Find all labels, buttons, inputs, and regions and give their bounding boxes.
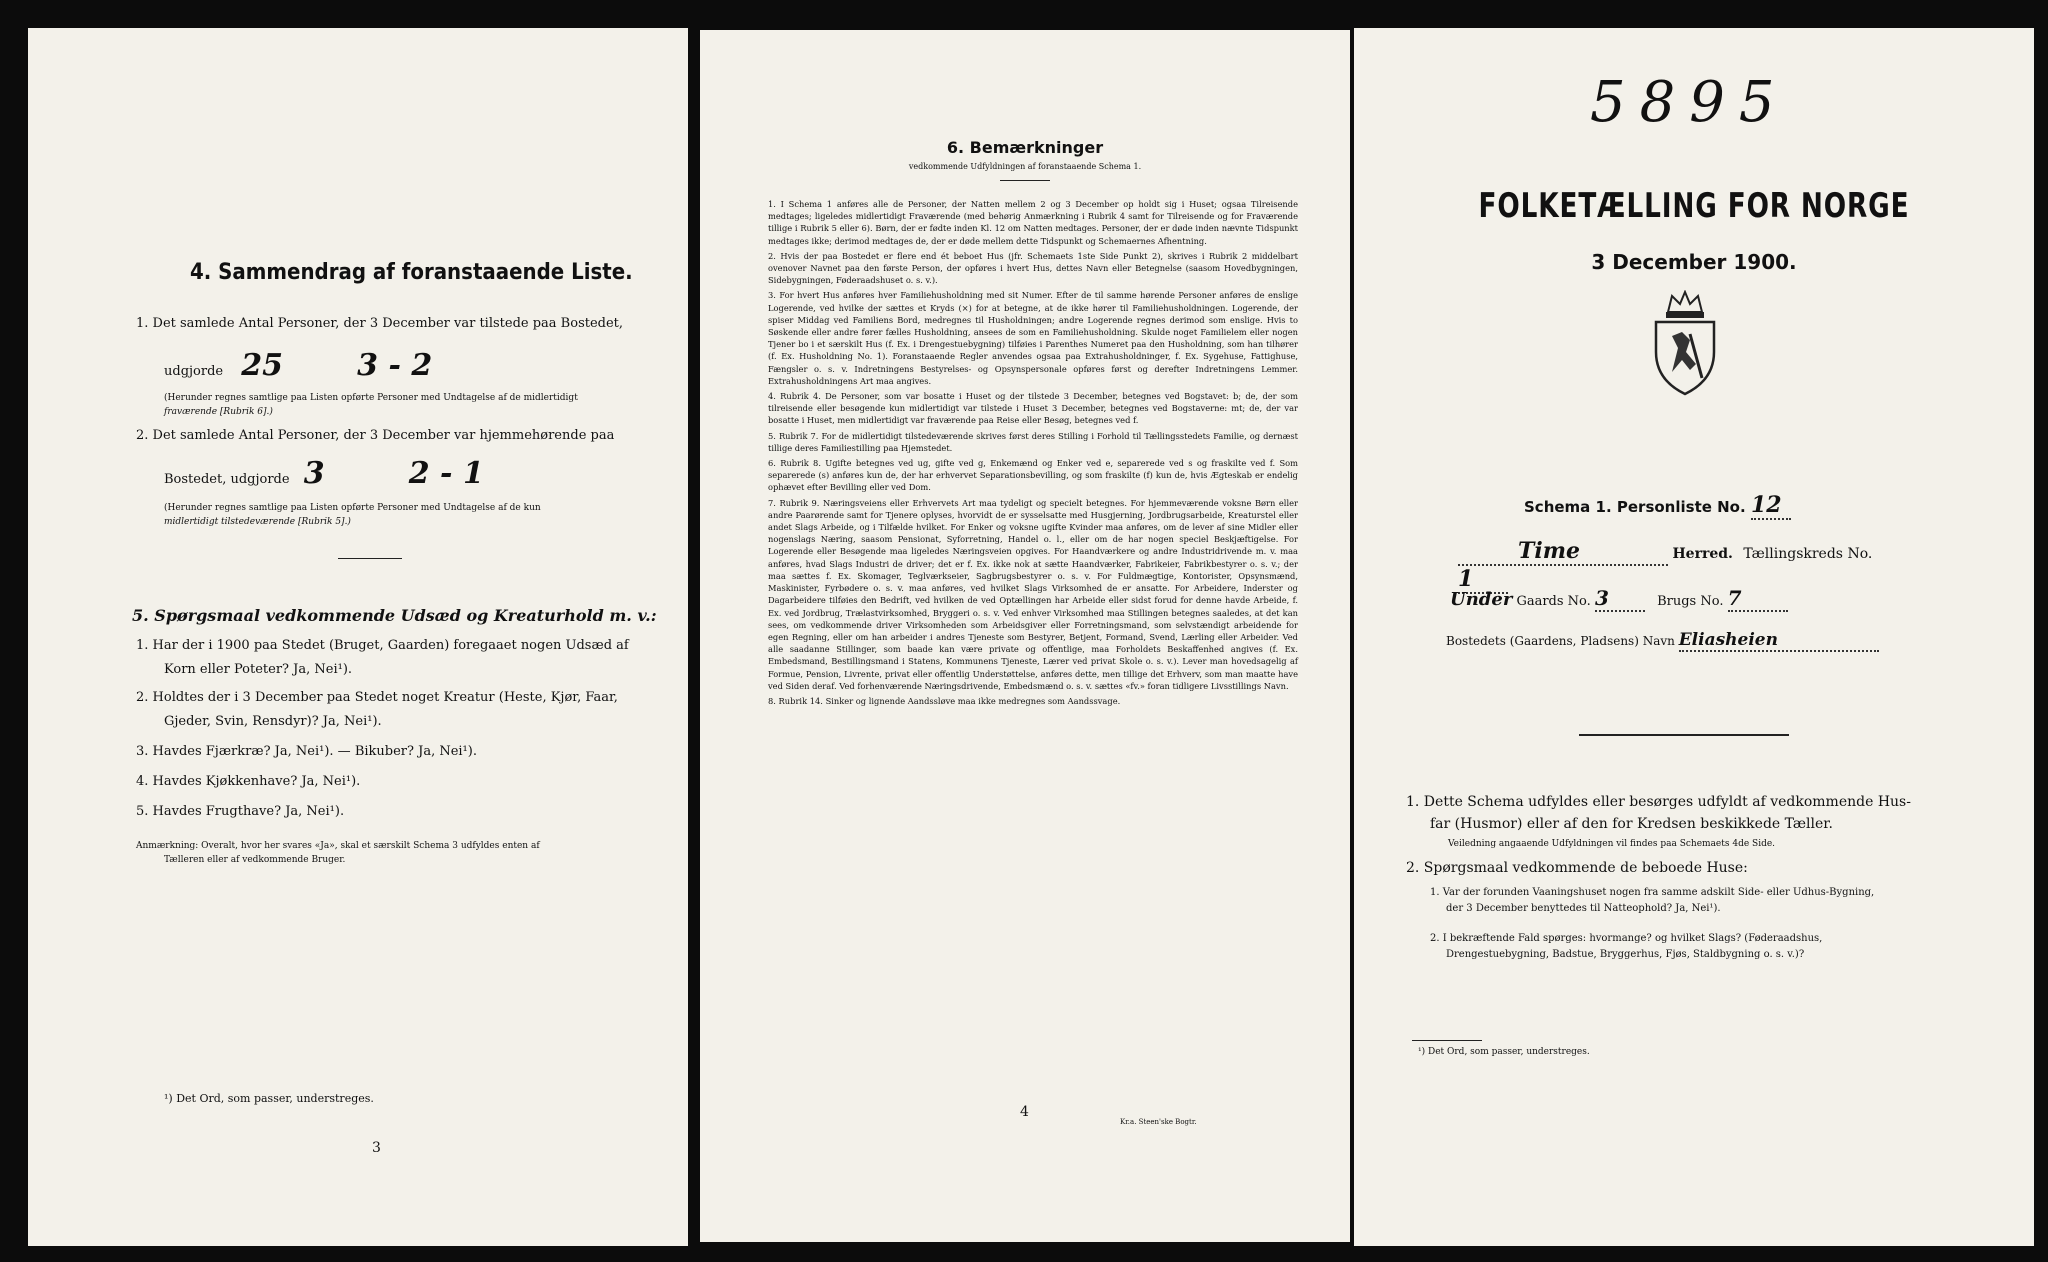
schema-number: 12 [1751, 492, 1791, 520]
remark-item: 3. For hvert Hus anføres hver Familiehusholdning med sit Numer. Efter de til samme hørende Personer anføres de enslige Logerende, ved hvilke der sættes et Kryds (×) for at betegne, at de ikke hører til Familiehusholdningen. Logerende, der spiser Middag ved Familiens Bord, medregnes til Husholdningen; andre Logerende regnes derimod som enslige. Hvis to Søskende eller andre fører fælles Husholdning, ansees de som en Familiehusholdning. Skulde noget Familielem eller nogen Tjener bo i et særskilt Hus (f. Ex. i Drengestuebygning) tilføies i Parenthes Numeret paa den Husholdning, som han tilhører (f. Ex. Husholdning No. 1). Foranstaaende Regler anvendes ogsaa paa Extrahusholdninger, f. Ex. Sygehuse, Fattighuse, Fængsler o. s. v. Indretningens Bestyrelses- og Opsynspersonale opføres først og derefter Indretningens Lemmer. Extrahusholdningens Art maa angives. [768, 290, 1298, 386]
divider [1000, 180, 1050, 181]
q4: 4. Havdes Kjøkkenhave? Ja, Nei¹). [136, 774, 361, 789]
divider [1579, 734, 1789, 736]
brugs-label: Brugs No. [1657, 594, 1724, 609]
herred-label: Herred. [1672, 546, 1733, 562]
q1-line1: 1. Har der i 1900 paa Stedet (Bruget, Gaarden) foregaaet nogen Udsæd af [136, 638, 629, 653]
instr1-line1: 1. Dette Schema udfyldes eller besørges udfyldt af vedkommende Hus- [1406, 794, 1911, 810]
gaard-line [1450, 586, 1788, 612]
footnote: ¹) Det Ord, som passer, understreges. [164, 1092, 374, 1105]
coat-of-arms-icon [1650, 290, 1720, 398]
herred-value: Time [1458, 538, 1668, 566]
q2-line1: 2. Holdtes der i 3 December paa Stedet noget Kreatur (Heste, Kjør, Faar, [136, 690, 618, 705]
note-line2: Tælleren eller af vedkommende Bruger. [164, 855, 346, 865]
footnote: ¹) Det Ord, som passer, understreges. [1418, 1047, 1590, 1057]
q5: 5. Havdes Frugthave? Ja, Nei¹). [136, 804, 345, 819]
remark-item: 5. Rubrik 7. For de midlertidigt tilstedeværende skrives først deres Stilling i Forhold til Tællingsstedets Familie, og dernæst tillige deres Familiestilling paa Hjemstedet. [768, 430, 1298, 453]
page-3 [28, 28, 688, 1246]
page-1 [1354, 28, 2034, 1246]
page-number: 3 [372, 1140, 381, 1156]
brugs-no: 7 [1728, 586, 1788, 612]
item1-note-line2: fraværende [Rubrik 6].) [164, 407, 273, 417]
q1-line2: Korn eller Poteter? Ja, Nei¹). [164, 662, 353, 677]
kreds-label: Tællingskreds No. [1743, 546, 1873, 562]
item2-note-line2: midlertidigt tilstedeværende [Rubrik 5].) [164, 517, 351, 527]
item2-note-line1: (Herunder regnes samtlige paa Listen opførte Personer med Undtagelse af de kun [164, 503, 541, 513]
item1-note-line1: (Herunder regnes samtlige paa Listen opførte Personer med Undtagelse af de midlertidigt [164, 393, 578, 403]
item2-total: 3 [303, 456, 325, 491]
item1-line1: 1. Det samlede Antal Personer, der 3 December var tilstede paa Bostedet, [136, 316, 624, 331]
instr2-1-line2: der 3 December benyttedes til Natteophold? Ja, Nei¹). [1446, 903, 1721, 914]
page-number: 4 [1020, 1104, 1029, 1120]
item1-total: 25 [241, 348, 283, 383]
divider [1412, 1040, 1482, 1041]
remark-item: 8. Rubrik 14. Sinker og lignende Aandssløve maa ikke medregnes som Aandssvage. [768, 695, 1121, 706]
remarks-title: 6. Bemærkninger [946, 138, 1104, 157]
instr1-line2: far (Husmor) eller af den for Kredsen beskikkede Tæller. [1430, 816, 1833, 832]
remarks-subtitle: vedkommende Udfyldningen af foranstaaende Schema 1. [908, 162, 1142, 171]
printer-imprint: Kr.a. Steen'ske Bogtr. [1120, 1118, 1197, 1126]
remark-item: 6. Rubrik 8. Ugifte betegnes ved ug, gifte ved g, Enkemænd og Enker ved e, separerede ved s og fraskilte ved f. Som separerede (s) anføres kun de, der har erhvervet Separationsbevilling, og som fraskilte (f) kun de, hvis Ægteskab er endelig ophævet efter Bevilling eller ved Dom. [768, 458, 1298, 493]
remarks-list [768, 198, 1298, 707]
remark-item: 2. Hvis der paa Bostedet er flere end ét beboet Hus (jfr. Schemaets 1ste Side Punkt 2), skrives i Rubrik 2 middelbart ovenover Navnet paa den første Person, der opføres i hvert Hus, dettes Navn eller Betegnelse (saasom Hovedbygningen, Sidebygningen, Føderaadshuset o. s. v.). [768, 250, 1298, 286]
kreds-value: 1 [1458, 566, 1508, 594]
item2-prefix: Bostedet, udgjorde [164, 472, 290, 487]
bosted-line [1446, 630, 1879, 652]
handwritten-number: 5895 [1590, 70, 1789, 135]
section4-title: 4. Sammendrag af foranstaaende Liste. [190, 260, 633, 285]
item2-split: 2 - 1 [408, 456, 484, 491]
page-4 [700, 30, 1350, 1242]
instr1-small: Veiledning angaaende Udfyldningen vil findes paa Schemaets 4de Side. [1448, 839, 1776, 849]
divider [338, 558, 402, 559]
gaard-no: 3 [1595, 586, 1645, 612]
item1-prefix: udgjorde [164, 364, 224, 379]
instr2-2-line2: Drengestuebygning, Badstue, Bryggerhus, Fjøs, Staldbygning o. s. v.)? [1446, 949, 1805, 960]
instr2-1-line1: 1. Var der forunden Vaaningshuset nogen fra samme adskilt Side- eller Udhus-Bygning, [1430, 887, 1875, 898]
instr2: 2. Spørgsmaal vedkommende de beboede Huse: [1406, 860, 1748, 876]
q2-line2: Gjeder, Svin, Rensdyr)? Ja, Nei¹). [164, 714, 382, 729]
section5-title: 5. Spørgsmaal vedkommende Udsæd og Kreaturhold m. v.: [132, 606, 657, 625]
instr2-2-line1: 2. I bekræftende Fald spørges: hvormange? og hvilket Slags? (Føderaadshus, [1430, 933, 1823, 944]
note-line1: Anmærkning: Overalt, hvor her svares «Ja», skal et særskilt Schema 3 udfyldes enten af [136, 841, 540, 851]
schema-label: Schema 1. Personliste No. [1524, 498, 1746, 516]
item2-line1: 2. Det samlede Antal Personer, der 3 December var hjemmehørende paa [136, 428, 615, 443]
census-title: FOLKETÆLLING FOR NORGE [1478, 186, 1910, 226]
remark-item: 1. I Schema 1 anføres alle de Personer, der Natten mellem 2 og 3 December op holdt sig i Huset; ogsaa Tilreisende medtages; ligeledes midlertidigt Fraværende (med behørig Anmærkning i Rubrik 4 samt for Tilreisende og for Fraværende tillige i Rubrik 5 eller 6). Børn, der er fødte inden Kl. 12 om Natten medtages. Personer, der er døde inden nævnte Tidspunkt medtages ikke; derimod medtages de, der er døde mellem dette Tidspunkt og Schemaernes Afhentning. [768, 199, 1298, 246]
remark-item: 7. Rubrik 9. Næringsveiens eller Erhvervets Art maa tydeligt og specielt betegnes. For hjemmeværende voksne Børn eller andre Paarørende samt for Tjenere oplyses, hvorvidt de er sysselsatte med Husgjerning, Jordbrugsarbeide, Kreaturstel eller andet Slags Arbeide, og i Tilfælde hvilket. For Enker og voksne ugifte Kvinder maa anføres, om de lever af sine Midler eller nogenslags Næring, saasom Pensionat, Syforretning, Handel o. l., eller om de har nogen speciel Beskjæftigelse. For Logerende eller Besøgende maa ligeledes Næringsveien opgives. For Haandværkere og andre Industridrivende m. v. maa anføres, hvad Slags Industri de driver; det er f. Ex. ikke nok at sætte Haandværker, Fabrikeier, Fabrikbestyrer o. s. v.; der maa sættes f. Ex. Skomager, Teglværkseier, Sagbrugsbestyrer o. s. v. For Fuldmægtige, Kontorister, Opsynsmænd, Maskinister, Fyrbødere o. s. v. maa anføres, ved hvilket Slags Virksomhed de er ansatte. For Arbeidere, Inderster og Dagarbeidere tilføies den Bedrift, ved hvilken de ved Optællingen har Arbeide eller sidst forud for denne havde Arbeide, f. Ex. ved Jordbrug, Trælastvirksomhed, Bryggeri o. s. v. Ved enhver Virksomhed maa Stillingen betegnes saaledes, at det kan sees, om vedkommende driver Virksomheden som Arbeidsgiver eller Forretningsmand, som selvstændigt arbeidende for egen Regning, eller om han arbeider i andres Tjeneste som Bestyrer, Betjent, Formand, Svend, Lærling eller Arbeider. Ved alle saadanne Stillinger, som baade kan være private og offentlige, maa Forholdets Beskaffenhed angives (f. Ex. Embedsmand, Bestillingsmand i Statens, Kommunens Tjeneste, Lærer ved privat Skole o. s. v.). Lever man hovedsagelig af Formue, Pension, Livrente, privat eller offentlig Understøttelse, anføres dette, men tillige det Erhverv, som man maatte have ved Siden deraf. Ved forhenværende Næringsdrivende, Embedsmænd o. s. v. sættes «fv.» foran tidligere Livsstillings Navn. [768, 497, 1298, 691]
item2-answer [164, 456, 484, 491]
gaard-label: Gaards No. [1516, 594, 1591, 609]
census-date: 3 December 1900. [1591, 250, 1797, 274]
gaard-value: Under [1450, 589, 1513, 610]
remark-item: 4. Rubrik 4. De Personer, som var bosatte i Huset og der tilstede 3 December, betegnes ved Bogstavet: b; de, der som tilreisende eller besøgende kun midlertidigt var tilstede i Huset 3 December, betegnes ved Bogstaverne: mt; de, der var bosatte i Huset, men midlertidigt var fraværende paa Reise eller Besøg, betegnes ved f. [768, 391, 1298, 426]
bosted-value: Eliasheien [1679, 630, 1879, 652]
q3: 3. Havdes Fjærkræ? Ja, Nei¹). — Bikuber? Ja, Nei¹). [136, 744, 477, 759]
bosted-label: Bostedets (Gaardens, Pladsens) Navn [1446, 634, 1675, 648]
item1-answer [164, 348, 432, 383]
schema-line [1524, 492, 1791, 520]
item1-split: 3 - 2 [357, 348, 433, 383]
